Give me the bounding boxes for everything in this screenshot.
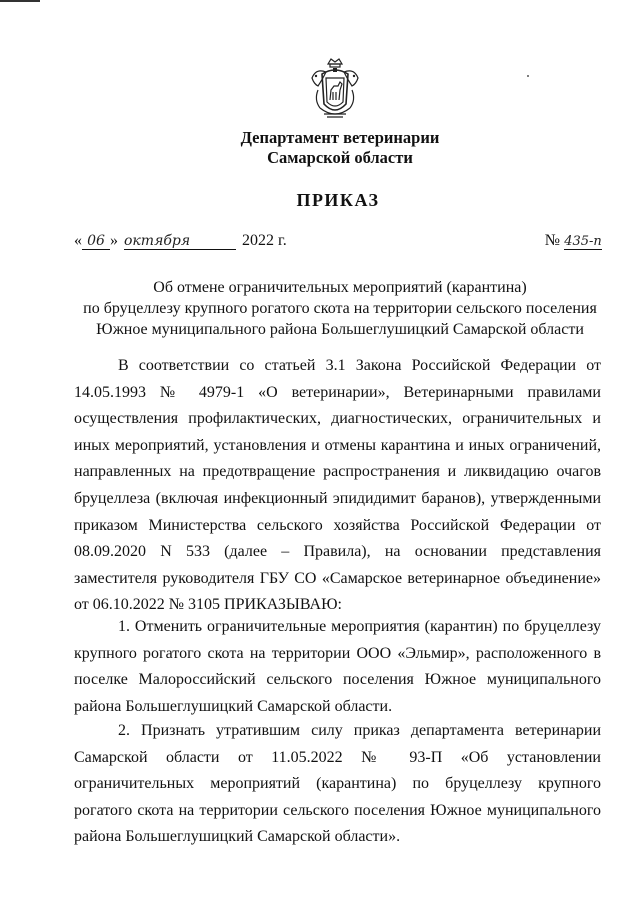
subject-line-1: Об отмене ограничительных мероприятий (карантина) bbox=[153, 279, 527, 296]
document-title: ПРИКАЗ bbox=[296, 190, 380, 210]
subject-line-3: Южное муниципального района Большеглушицкий Самарской области bbox=[96, 321, 584, 338]
document-number bbox=[545, 232, 602, 250]
coat-of-arms-icon bbox=[308, 56, 362, 122]
date-open-quote: « bbox=[74, 232, 82, 249]
department-line-1: Департамент ветеринарии bbox=[240, 128, 440, 147]
department-name bbox=[0, 128, 640, 168]
item-2-block bbox=[74, 718, 601, 851]
date-year: 2022 г. bbox=[242, 232, 287, 249]
date-day: 06 bbox=[82, 233, 110, 250]
preamble-block bbox=[74, 353, 601, 619]
preamble-paragraph: В соответствии со статьей 3.1 Закона Российской Федерации от 14.05.1993 № 4979-1 «О ветеринарии», Ветеринарными правилами осуществления профилактических, диагностических, ограничительных и иных мероприятий, установления и отмены карантина и иных ограничений, направленных на предотвращение распространения и ликвидацию очагов бруцеллеза (включая инфекционный эпидидимит баранов), утвержденными приказом Министерства сельского хозяйства Российской Федерации от 08.09.2020 N 533 (далее – Правила), на основании представления заместителя руководителя ГБУ СО «Самарское ветеринарное объединение» от 06.10.2022 № 3105 ПРИКАЗЫВАЮ: bbox=[74, 357, 601, 614]
scan-dot bbox=[527, 75, 529, 77]
item-1-block bbox=[74, 614, 601, 720]
department-line-2: Самарской области bbox=[267, 148, 413, 167]
order-item-1: 1. Отменить ограничительные мероприятия (карантин) по бруцеллезу крупного рогатого скота на территории ООО «Эльмир», расположенного в поселке Малороссийский сельского поселения Южное муниципального района Большеглушицкий Самарской области. bbox=[74, 618, 601, 715]
date-close-quote: » bbox=[110, 232, 118, 249]
subject-line-2: по бруцеллезу крупного рогатого скота на территории сельского поселения bbox=[83, 300, 597, 317]
number-value: 435-п bbox=[564, 234, 602, 249]
number-prefix: № bbox=[544, 232, 560, 249]
document-date bbox=[74, 232, 287, 250]
page-corner-mark bbox=[0, 0, 40, 2]
order-item-2: 2. Признать утратившим силу приказ департамента ветеринарии Самарской области от 11.05.2022 № 93-П «Об установлении ограничительных мероприятий (карантина) по бруцеллезу крупного рогатого скота на территории сельского поселения Южное муниципального района Большеглушицкий Самарской области». bbox=[74, 722, 601, 846]
date-month: октября bbox=[124, 233, 236, 250]
document-subject bbox=[60, 277, 620, 340]
